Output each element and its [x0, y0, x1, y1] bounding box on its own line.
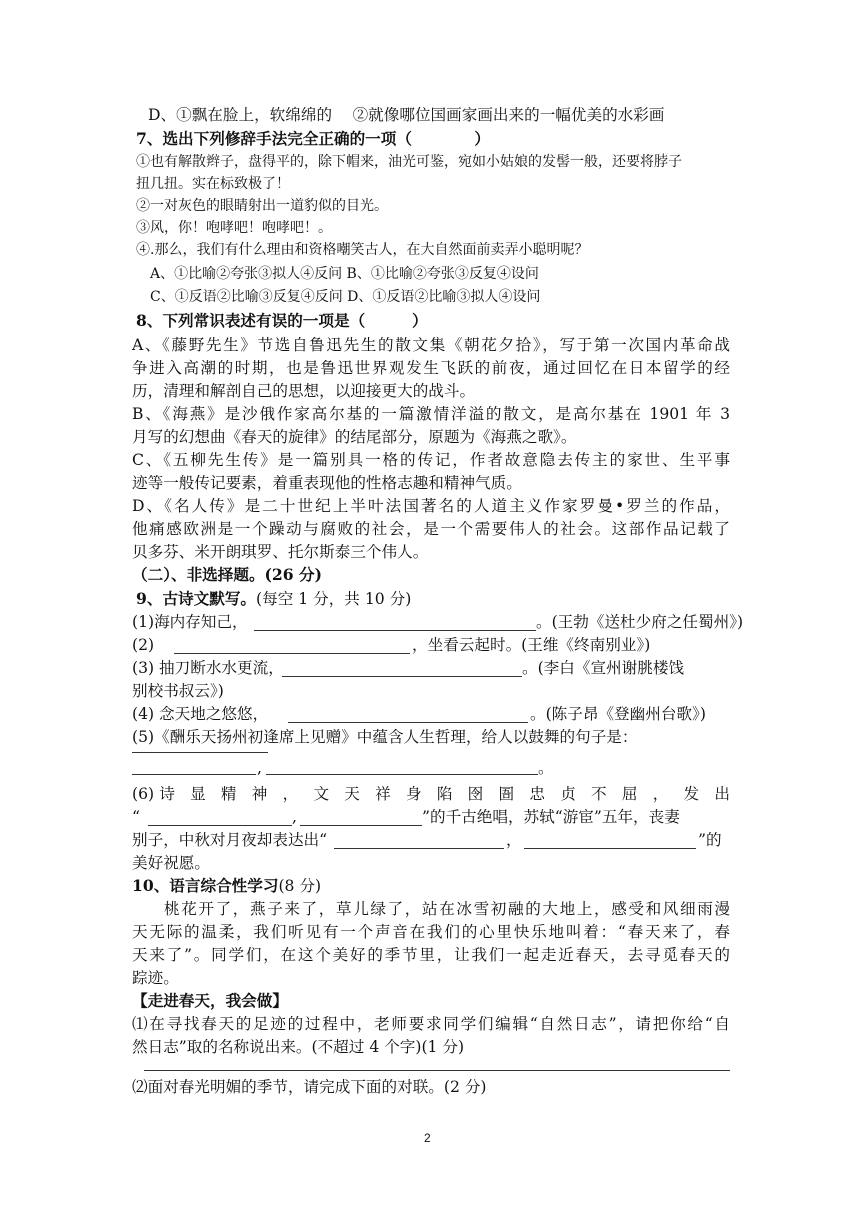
q9-item-2-prefix: (2) — [132, 636, 155, 654]
q8-option-b-line2: 月写的幻想曲《春天的旋律》的结尾部分，原题为《海燕之歌》。 — [132, 428, 577, 446]
q9-item-5-blank-2[interactable] — [266, 774, 538, 775]
q9-item-3-prefix: (3) 抽刀断水水更流， — [132, 659, 284, 677]
q9-item-5-blank-1[interactable] — [132, 774, 256, 775]
q9-item-6-blank-4[interactable] — [524, 848, 696, 849]
q10-paragraph-line1: 桃花开了，燕子来了，草儿绿了，站在冰雪初融的大地上，感受和风细雨漫 — [164, 900, 730, 918]
q10-points: (8 分) — [278, 877, 322, 895]
q9-item-4-source: 。(陈子昂《登幽州台歌》) — [530, 705, 706, 723]
q9-item-1-source: 。(王勃《送杜少府之任蜀州》) — [536, 613, 744, 631]
q10-paragraph-line3: 天来了”。同学们，在这个美好的季节里，让我们一起走近春天，去寻觅春天的 — [132, 946, 730, 964]
q10-paragraph-line2: 天无际的温柔，我们听见有一个声音在我们的心里快乐地叫着：“春天来了，春 — [132, 923, 730, 941]
q9-item-3-source: 。(李白《宣州谢朓楼饯 — [522, 659, 685, 677]
q7-sentence-1: ①也有解散辫子，盘得平的，除下帽来，油光可鉴，宛如小姑娘的发髻一般，还要将脖子 — [136, 154, 682, 170]
q8-option-a-line3: 历，清理和解剖自己的思想，以迎接更大的战斗。 — [132, 382, 476, 400]
q9-item-2-blank[interactable] — [174, 653, 410, 654]
q7-sentence-4: ④.那么，我们有什么理由和资格嘲笑古人，在大自然面前卖弄小聪明呢？ — [136, 242, 589, 258]
q9-item-3-source-cont: 别校书叔云》) — [132, 682, 224, 700]
q8-option-d-line1: D、《名人传》是二十世纪上半叶法国著名的人道主义作家罗曼•罗兰的作品， — [132, 497, 730, 515]
q8-option-b-line1: B、《海燕》是沙俄作家高尔基的一篇激情洋溢的散文，是高尔基在 1901 年 3 — [132, 405, 730, 423]
q9-title: 9、古诗文默写。 — [136, 589, 257, 608]
q8-option-a-line1: A、《藤野先生》节选自鲁迅先生的散文集《朝花夕拾》，写于第一次国内革命战 — [132, 336, 730, 354]
q7-options-cd: C、①反语②比喻③反复④反问 D、①反语②比喻③拟人④设问 — [150, 289, 541, 305]
q9-item-6-line1: (6)诗 显 精 神 ， 文 天 祥 身 陷 囹 圄 忠 贞 不 屈 ， 发 出 — [132, 785, 730, 803]
q9-item-6-close: ”的千古绝唱，苏轼“游宦”五年，丧妻 — [422, 808, 680, 826]
q9-points: (每空 1 分，共 10 分) — [256, 590, 412, 608]
q9-item-6-blank-2[interactable] — [300, 825, 422, 826]
q10-title: 10、语言综合性学习 — [132, 876, 279, 895]
q7-sentence-2: ②一对灰色的眼睛射出一道豹似的目光。 — [136, 198, 388, 214]
q9-item-6-line4: 美好祝愿。 — [132, 854, 210, 872]
q9-item-5-prompt: (5)《酬乐天扬州初逢席上见赠》中蕴含人生哲理，给人以鼓舞的句子是： — [132, 728, 638, 746]
q8-option-c-line1: C、《五柳先生传》是一篇别具一格的传记，作者故意隐去传主的家世、生平事 — [132, 451, 730, 469]
q9-item-6-open-quote: “ — [132, 808, 140, 826]
q10-item-2: ⑵面对春光明媚的季节，请完成下面的对联。(2 分) — [132, 1078, 487, 1096]
q8-stem: 8、下列常识表述有误的一项是（ ） — [136, 311, 428, 330]
q9-item-6-line3-b: ， — [506, 831, 522, 849]
q9-item-6-blank-1[interactable] — [148, 825, 292, 826]
q8-option-a-line2: 争进入高潮的时期，也是鲁迅世界观发生飞跃的前夜，通过回忆在日本留学的经 — [132, 359, 730, 377]
q9-item-5-end: 。 — [538, 759, 554, 777]
q7-stem: 7、选出下列修辞手法完全正确的一项（ ） — [136, 129, 490, 148]
q9-item-6-comma: , — [292, 808, 297, 826]
q10-item-1-answer-line[interactable] — [144, 1070, 730, 1071]
q8-option-d-line2: 他痛感欧洲是一个躁动与腐败的社会，是一个需要伟人的社会。这部作品记载了 — [132, 520, 730, 538]
q10-stem — [132, 875, 321, 897]
q10-subheading: 【走进春天，我会做】 — [132, 991, 288, 1010]
q10-paragraph-line4: 踪迹。 — [132, 969, 179, 987]
q9-item-4-blank[interactable] — [288, 722, 528, 723]
q9-item-1-prefix: (1)海内存知己， — [132, 613, 248, 631]
q7-options-ab: A、①比喻②夸张③拟人④反问 B、①比喻②夸张③反复④设问 — [150, 266, 539, 282]
q9-item-1-blank[interactable] — [254, 630, 536, 631]
q9-item-6-blank-3[interactable] — [334, 848, 504, 849]
q9-item-4-prefix: (4) 念天地之悠悠， — [132, 705, 269, 723]
q7-sentence-1-cont: 扭几扭。实在标致极了！ — [136, 176, 290, 192]
q8-option-d-line3: 贝多芬、米开朗琪罗、托尔斯泰三个伟人。 — [132, 543, 429, 561]
q9-item-5-blank-top[interactable] — [132, 752, 268, 753]
q6-option-d: D、①飘在脸上，软绵绵的 ②就像哪位国画家画出来的一幅优美的水彩画 — [148, 106, 665, 124]
q9-item-6-line3-a: 别子，中秋对月夜却表达出“ — [132, 831, 328, 849]
q8-option-c-line2: 迹等一般传记要素，着重表现他的性格志趣和精神气质。 — [132, 474, 522, 492]
q10-item-1-line2: 然日志”取的名称说出来。(不超过 4 个字)(1 分) — [132, 1038, 465, 1056]
q9-item-5-comma: , — [257, 759, 262, 777]
page-number: 2 — [424, 1131, 431, 1145]
q9-item-6-line3-c: ”的 — [698, 831, 722, 849]
q9-item-3-blank[interactable] — [282, 676, 522, 677]
q9-stem — [136, 588, 411, 610]
q7-sentence-3: ③风，你！咆哮吧！咆哮吧！。 — [136, 220, 332, 236]
q9-item-2-source: ，坐看云起时。(王维《终南别业》) — [412, 636, 651, 654]
q10-item-1-line1: ⑴在寻找春天的足迹的过程中，老师要求同学们编辑“自然日志”，请把你给“自 — [132, 1015, 730, 1033]
section-2-heading: （二）、非选择题。(26 分) — [132, 565, 323, 584]
